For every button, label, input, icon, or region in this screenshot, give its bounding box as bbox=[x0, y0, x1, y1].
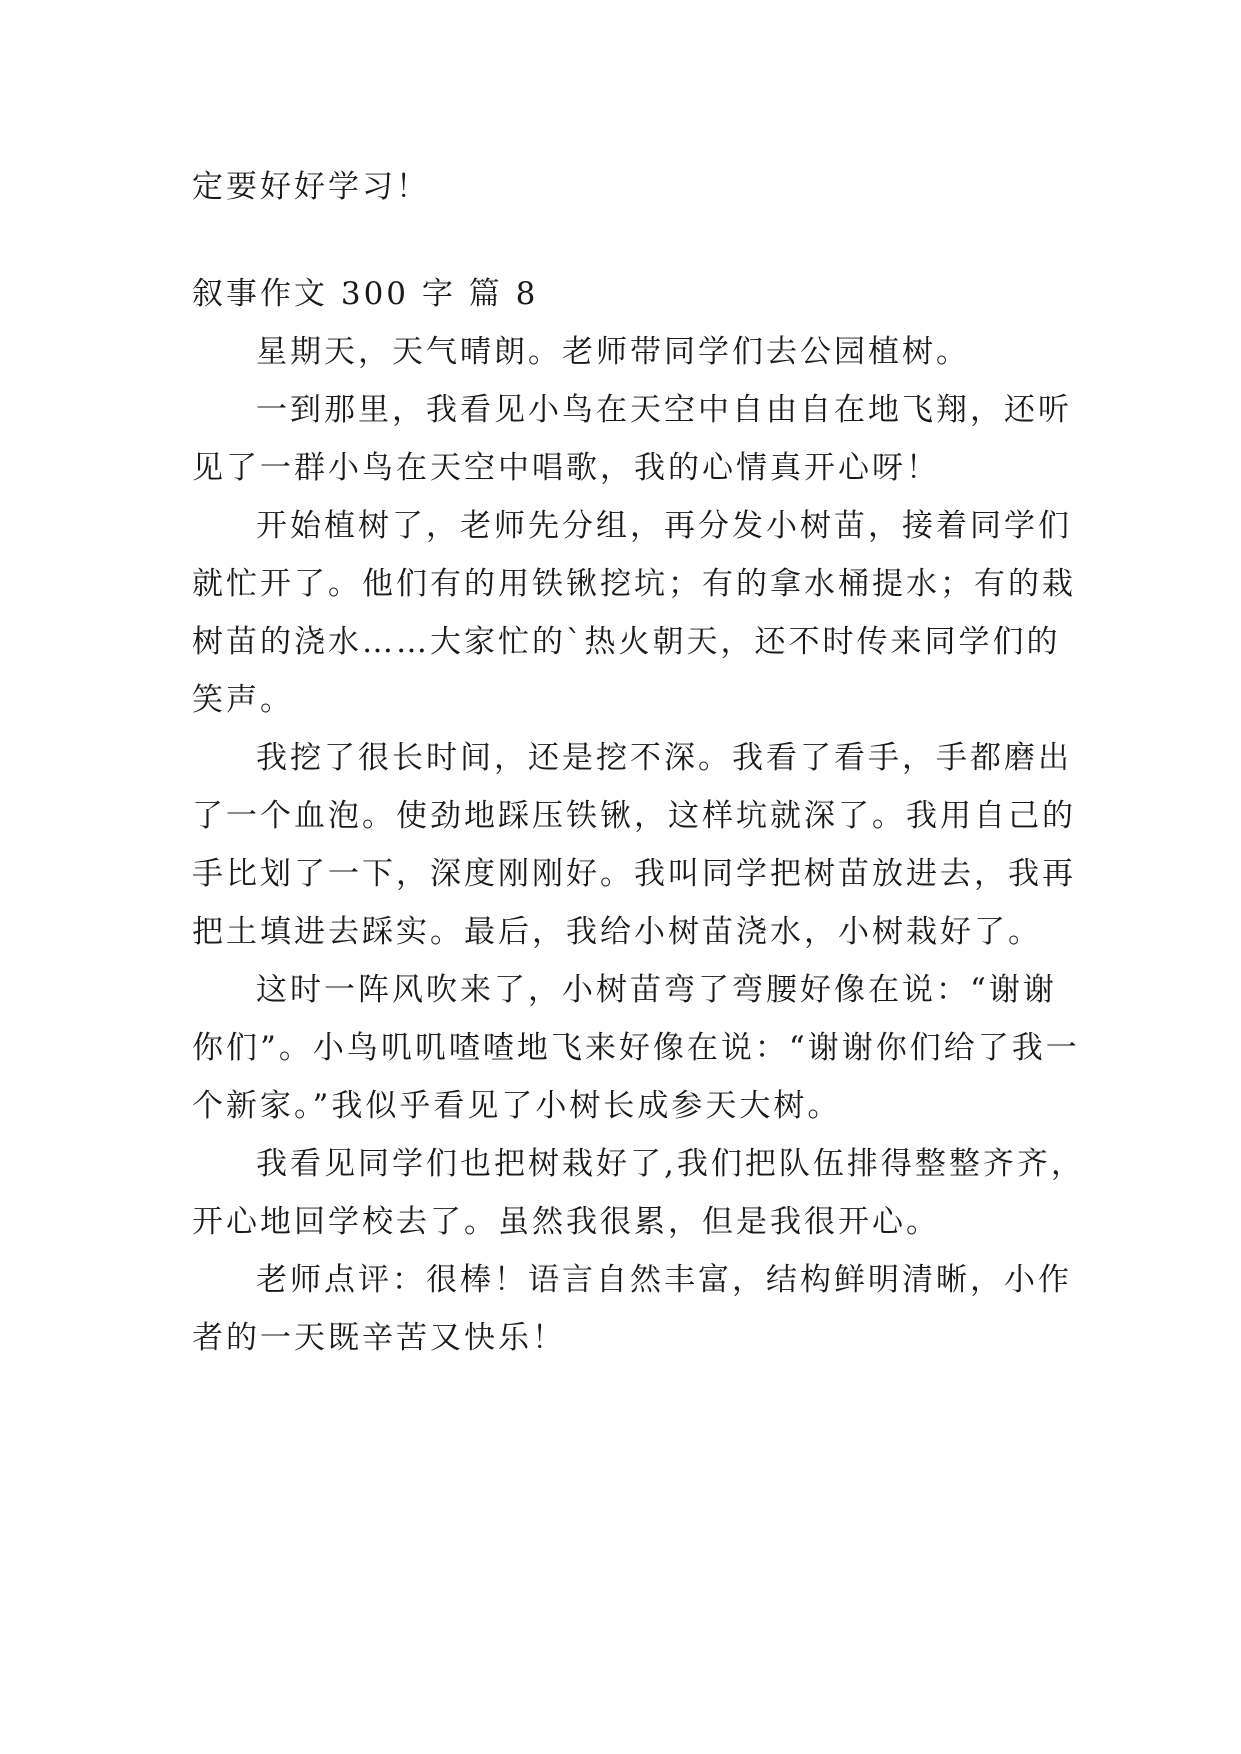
paragraph-5 bbox=[192, 961, 1080, 1135]
paragraph-1 bbox=[192, 323, 1056, 381]
paragraph-line: 这时一阵风吹来了，小树苗弯了弯腰好像在说：“谢谢 bbox=[256, 972, 1057, 1008]
paragraph-line: 老师点评：很棒！语言自然丰富，结构鲜明清晰，小作 bbox=[256, 1262, 1072, 1298]
paragraph-line: 树苗的浇水……大家忙的`热火朝天，还不时传来同学们的 bbox=[192, 624, 1061, 660]
paragraph-line: 者的一天既辛苦又快乐！ bbox=[192, 1320, 566, 1356]
document-body bbox=[192, 158, 1085, 1367]
paragraph-line: 我看见同学们也把树栽好了,我们把队伍排得整整齐齐， bbox=[256, 1146, 1085, 1182]
paragraph-line: 笑声。 bbox=[192, 682, 294, 718]
paragraph-line: 我挖了很长时间，还是挖不深。我看了看手，手都磨出 bbox=[256, 740, 1072, 776]
paragraph-line: 了一个血泡。使劲地踩压铁锹，这样坑就深了。我用自己的 bbox=[192, 798, 1076, 834]
paragraph-3 bbox=[192, 497, 1076, 729]
paragraph-line: 就忙开了。他们有的用铁锹挖坑；有的拿水桶提水；有的栽 bbox=[192, 566, 1076, 602]
paragraph-line: 个新家。”我似乎看见了小树长成参天大树。 bbox=[192, 1088, 842, 1124]
paragraph-line: 把土填进去踩实。最后，我给小树苗浇水，小树栽好了。 bbox=[192, 914, 1042, 950]
essay-heading: 叙事作文 300 字 篇 8 bbox=[192, 276, 539, 312]
paragraph-line: 见了一群小鸟在天空中唱歌，我的心情真开心呀！ bbox=[192, 450, 940, 486]
paragraph-line: 开始植树了，老师先分组，再分发小树苗，接着同学们 bbox=[256, 508, 1072, 544]
continuation-line: 定要好好学习！ bbox=[192, 169, 430, 205]
paragraph-line: 星期天，天气晴朗。老师带同学们去公园植树。 bbox=[256, 334, 970, 370]
paragraph-line: 开心地回学校去了。虽然我很累，但是我很开心。 bbox=[192, 1204, 940, 1240]
paragraph-line: 你们”。小鸟叽叽喳喳地飞来好像在说：“谢谢你们给了我一 bbox=[192, 1030, 1080, 1066]
paragraph-line: 手比划了一下，深度刚刚好。我叫同学把树苗放进去，我再 bbox=[192, 856, 1076, 892]
paragraph-line: 一到那里，我看见小鸟在天空中自由自在地飞翔，还听 bbox=[256, 392, 1072, 428]
paragraph-4 bbox=[192, 729, 1076, 961]
paragraph-2 bbox=[192, 381, 1072, 497]
paragraph-6 bbox=[192, 1135, 1085, 1251]
paragraph-7 bbox=[192, 1251, 1072, 1367]
